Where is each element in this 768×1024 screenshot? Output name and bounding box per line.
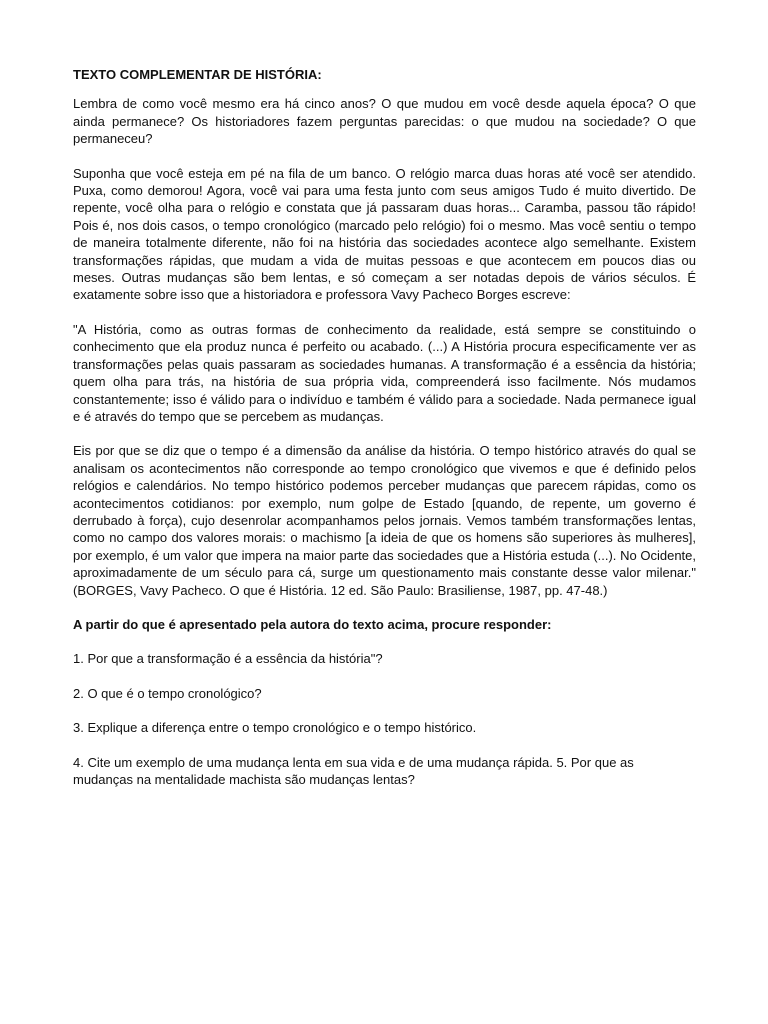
paragraph-bank-queue: Suponha que você esteja em pé na fila de um banco. O relógio marca duas horas até você ser atendido. Puxa, como demorou! Agora, você vai para uma festa junto com seus amigos Tudo é muito divertido. De repente, você olha para o relógio e constata que já passaram duas horas... Caramba, passou tão rápido! Pois é, nos dois casos, o tempo cronológico (marcado pelo relógio) foi o mesmo. Mas você sentiu o tempo de maneira totalmente diferente, não foi na história das sociedades acontece algo semelhante. Existem transformações rápidas, que mudam a vida de muitas pessoas e que acontecem em poucos dias ou meses. Outras mudanças são bem lentas, e só começam a ser notadas depois de vários séculos. É exatamente sobre isso que a historiadora e professora Vavy Pacheco Borges escreve:	[73, 165, 696, 303]
paragraph-quote: "A História, como as outras formas de conhecimento da realidade, está sempre se constituindo o conhecimento que ela produz nunca é perfeito ou acabado. (...) A História procura especificamente ver as transformações pelas quais passaram as sociedades humanas. A transformação é a essência da história; quem olha para trás, na história de sua própria vida, compreenderá isso facilmente. Nós mudamos constantemente; isso é válido para o indivíduo e também é válido para a sociedade. Nada permanece igual e é através do tempo que se percebem as mudanças.	[73, 321, 696, 424]
question-item: 1. Por que a transformação é a essência da história"?	[73, 651, 383, 667]
paragraph-intro: Lembra de como você mesmo era há cinco anos? O que mudou em você desde aquela época? O que ainda permanece? Os historiadores fazem perguntas parecidas: o que mudou na sociedade? O que permaneceu?	[73, 96, 696, 147]
question-item: 3. Explique a diferença entre o tempo cronológico e o tempo histórico.	[73, 720, 477, 736]
questions-heading: A partir do que é apresentado pela autora do texto acima, procure responder:	[73, 616, 552, 632]
document-title: TEXTO COMPLEMENTAR DE HISTÓRIA:	[73, 67, 322, 82]
paragraph-historical-time: Eis por que se diz que o tempo é a dimensão da análise da história. O tempo histórico através do qual se analisam os acontecimentos não corresponde ao tempo cronológico que vivemos e que é definido pelos relógios e calendários. No tempo histórico podemos perceber mudanças que parecem rápidas, como os acontecimentos cotidianos: por exemplo, num golpe de Estado [quando, de repente, um governo é derrubado à força), cujo desenrolar acompanhamos pelos jornais. Vemos também transformações lentas, como no campo dos valores morais: o machismo [a ideia de que os homens são superiores às mulheres], por exemplo, é um valor que impera na maior parte das sociedades que a História estuda (...). No Ocidente, aproximadamente de um século para cá, surge um questionamento mais constante desse valor milenar." (BORGES, Vavy Pacheco. O que é História. 12 ed. São Paulo: Brasiliense, 1987, pp. 47-48.)	[73, 443, 696, 598]
question-item: 2. O que é o tempo cronológico?	[73, 685, 262, 701]
document-page	[73, 66, 696, 805]
question-item: 4. Cite um exemplo de uma mudança lenta em sua vida e de uma mudança rápida. 5. Por que as mudanças na mentalidade machista são mudanças lentas?	[73, 754, 634, 787]
